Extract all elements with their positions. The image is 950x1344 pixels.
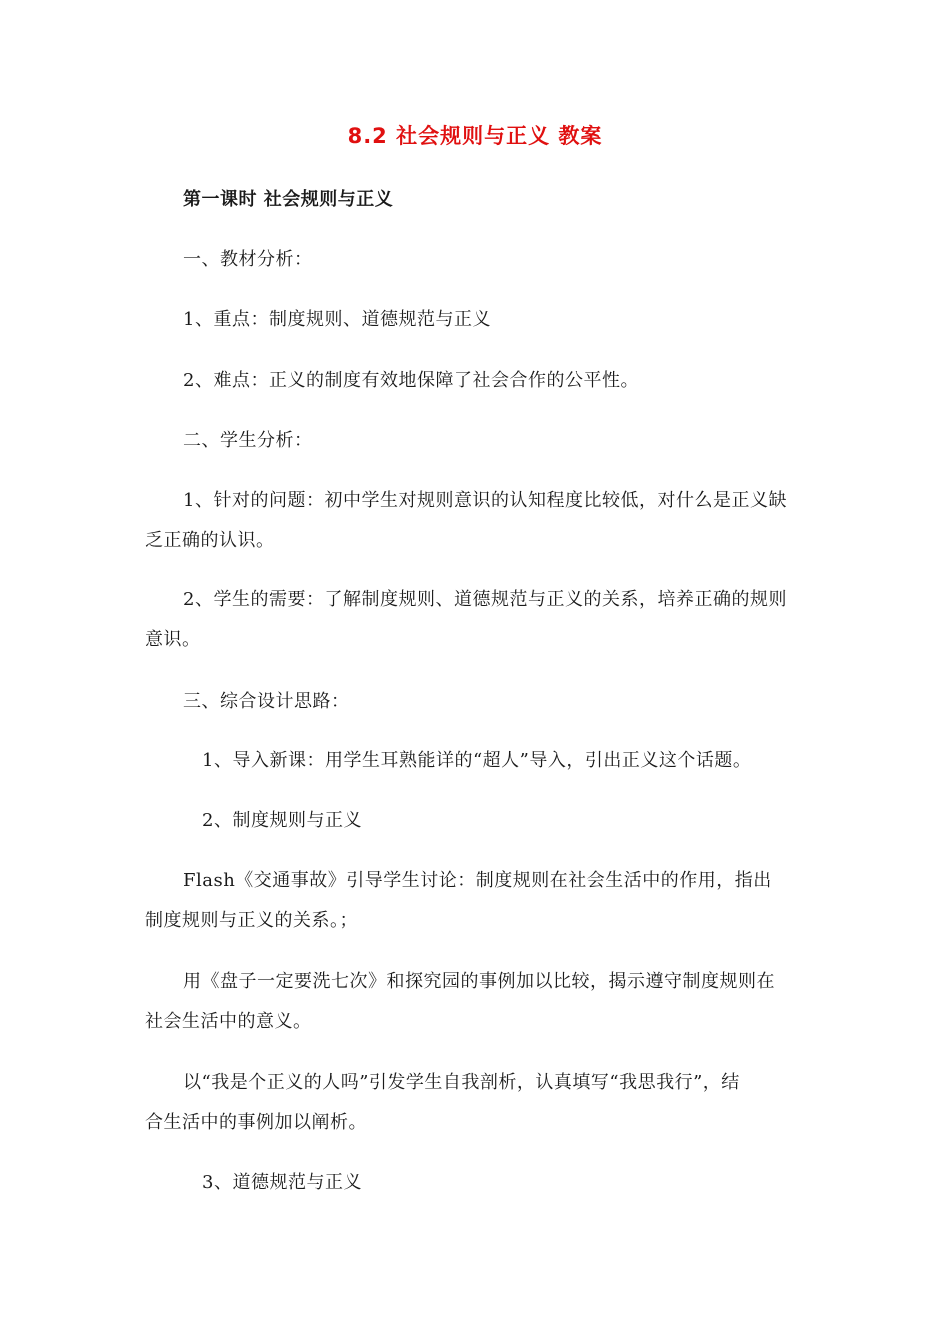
student-need-line-2: 意识。 — [145, 629, 201, 650]
reflect-para-line-1: 以“我是个正义的人吗”引发学生自我剖析，认真填写“我思我行”，结 — [183, 1072, 740, 1093]
section-heading-design: 三、综合设计思路： — [183, 691, 350, 712]
morals-item: 3、道德规范与正义 — [202, 1172, 362, 1193]
intro-item: 1、导入新课：用学生耳熟能详的“超人”导入，引出正义这个话题。 — [202, 750, 752, 771]
compare-para-line-2: 社会生活中的意义。 — [145, 1011, 312, 1032]
reflect-para-line-2: 合生活中的事例加以阐析。 — [145, 1112, 367, 1133]
section-heading-student-analysis: 二、学生分析： — [183, 430, 313, 451]
student-need-line-1: 2、学生的需要：了解制度规则、道德规范与正义的关系，培养正确的规则 — [183, 589, 787, 610]
key-point-line: 1、重点：制度规则、道德规范与正义 — [183, 309, 491, 330]
flash-para-line-2: 制度规则与正义的关系。； — [145, 910, 358, 931]
compare-para-line-1: 用《盘子一定要洗七次》和探究园的事例加以比较，揭示遵守制度规则在 — [183, 971, 775, 992]
student-issue-line-2: 乏正确的认识。 — [145, 530, 275, 551]
student-issue-line-1: 1、针对的问题：初中学生对规则意识的认知程度比较低，对什么是正义缺 — [183, 490, 787, 511]
section-heading-textbook-analysis: 一、教材分析： — [183, 249, 313, 270]
lesson-heading: 第一课时 社会规则与正义 — [183, 189, 394, 210]
difficult-point-line: 2、难点：正义的制度有效地保障了社会合作的公平性。 — [183, 370, 639, 391]
flash-para-line-1: Flash《交通事故》引导学生讨论：制度规则在社会生活中的作用，指出 — [183, 870, 772, 891]
document-title: 8.2 社会规则与正义 教案 — [347, 124, 603, 148]
rules-item: 2、制度规则与正义 — [202, 810, 362, 831]
